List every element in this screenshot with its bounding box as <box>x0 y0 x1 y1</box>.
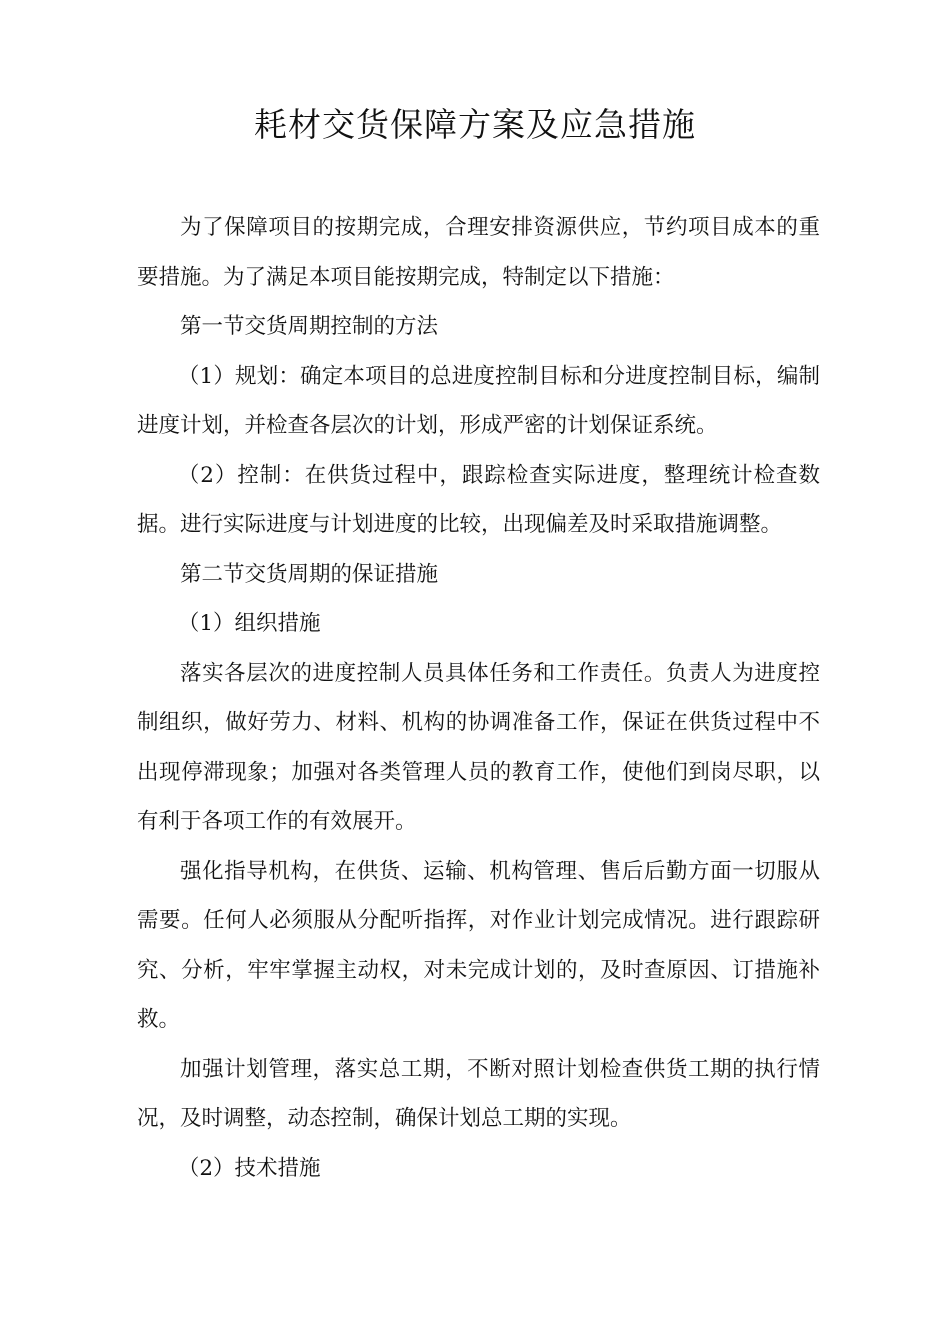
paragraph-organization-2: 强化指导机构，在供货、运输、机构管理、售后后勤方面一切服从需要。任何人必须服从分配听指挥，对作业计划完成情况。进行跟踪研究、分析，牢牢掌握主动权，对未完成计划的，及时查原因、订措施补救。 <box>137 858 820 1032</box>
paragraph-organization-3: 加强计划管理，落实总工期，不断对照计划检查供货工期的执行情况，及时调整，动态控制，确保计划总工期的实现。 <box>137 1056 820 1131</box>
item-planning: （1）规划：确定本项目的总进度控制目标和分进度控制目标，编制进度计划，并检查各层次的计划，形成严密的计划保证系统。 <box>137 363 820 438</box>
paragraph-organization-1: 落实各层次的进度控制人员具体任务和工作责任。负责人为进度控制组织，做好劳力、材料、机构的协调准备工作，保证在供货过程中不出现停滞现象；加强对各类管理人员的教育工作，使他们到岗尽职，以有利于各项工作的有效展开。 <box>137 660 820 834</box>
document-title: 耗材交货保障方案及应急措施 <box>254 105 696 144</box>
item-control: （2）控制：在供货过程中，跟踪检查实际进度，整理统计检查数据。进行实际进度与计划进度的比较，出现偏差及时采取措施调整。 <box>137 462 820 537</box>
section-heading-2: 第二节交货周期的保证措施 <box>180 561 439 587</box>
subheading-organization: （1）组织措施 <box>177 611 321 636</box>
intro-paragraph: 为了保障项目的按期完成，合理安排资源供应，节约项目成本的重要措施。为了满足本项目能按期完成，特制定以下措施： <box>137 215 820 290</box>
document-body <box>137 203 820 1193</box>
section-heading-1: 第一节交货周期控制的方法 <box>180 314 439 339</box>
subheading-technical: （2）技术措施 <box>177 1155 321 1181</box>
